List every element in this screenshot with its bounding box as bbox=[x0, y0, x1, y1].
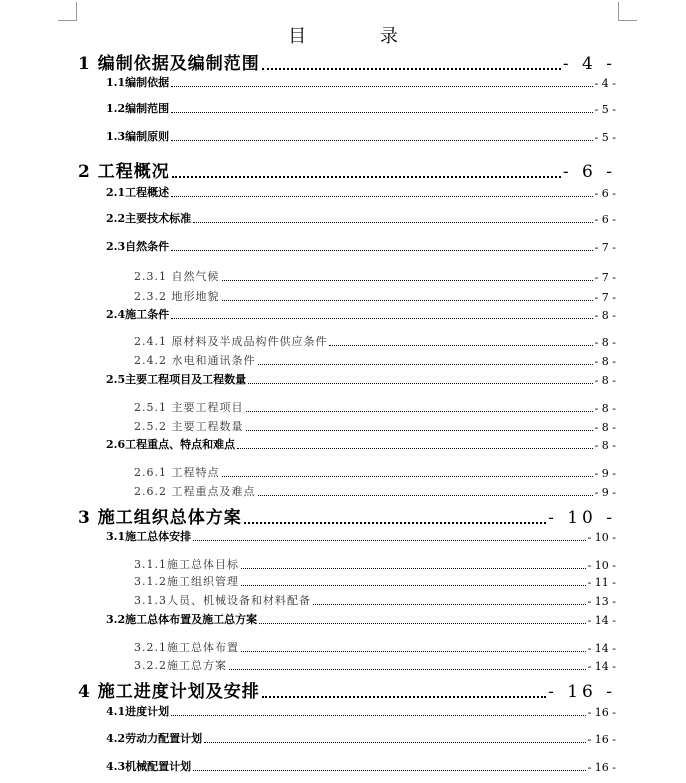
toc-dot-leader bbox=[237, 447, 592, 449]
toc-dot-leader bbox=[262, 67, 561, 70]
toc-entry-page-number: - 11 - bbox=[587, 576, 616, 589]
toc-entry-label: 1.2编制范围 bbox=[106, 102, 170, 115]
toc-entry-label: 4.1进度计划 bbox=[106, 705, 170, 718]
toc-entry-page-number: - 14 - bbox=[587, 642, 616, 655]
toc-entry[interactable] bbox=[134, 464, 616, 480]
toc-dot-leader bbox=[171, 195, 592, 197]
toc-dot-leader bbox=[246, 429, 593, 431]
toc-entry[interactable] bbox=[106, 703, 616, 719]
toc-entry-page-number: - 10 - bbox=[587, 531, 616, 544]
toc-dot-leader bbox=[329, 344, 592, 346]
toc-dot-leader bbox=[171, 85, 592, 87]
toc-dot-leader bbox=[171, 249, 592, 251]
toc-dot-leader bbox=[193, 769, 585, 771]
toc-entry[interactable] bbox=[134, 556, 616, 572]
toc-entry[interactable] bbox=[106, 371, 616, 387]
toc-entry-label: 2.6工程重点、特点和难点 bbox=[106, 438, 236, 451]
toc-entry-label: 4.2劳动力配置计划 bbox=[106, 732, 203, 745]
toc-dot-leader bbox=[171, 111, 592, 113]
toc-entry-label: 2.5.1 主要工程项目 bbox=[134, 401, 244, 414]
toc-entry[interactable] bbox=[78, 52, 616, 74]
toc-dot-leader bbox=[241, 567, 586, 569]
toc-dot-leader bbox=[258, 494, 593, 496]
toc-entry-page-number: - 7 - bbox=[594, 271, 616, 284]
toc-entry[interactable] bbox=[106, 210, 616, 226]
toc-dot-leader bbox=[246, 410, 593, 412]
toc-entry-label: 2.4施工条件 bbox=[106, 308, 170, 321]
toc-dot-leader bbox=[222, 475, 593, 477]
toc-entry-page-number: - 4 - bbox=[594, 77, 616, 90]
toc-entry[interactable] bbox=[106, 758, 616, 774]
toc-entry[interactable] bbox=[134, 483, 616, 499]
toc-entry[interactable] bbox=[134, 418, 616, 434]
toc-entry-page-number: - 5 - bbox=[594, 131, 616, 144]
toc-entry-page-number: - 6 - bbox=[594, 187, 616, 200]
toc-entry-page-number: - 8 - bbox=[594, 439, 616, 452]
toc-dot-leader bbox=[222, 279, 593, 281]
toc-entry-label: 3.1.3人员、机械设备和材料配备 bbox=[134, 594, 311, 607]
toc-entry[interactable] bbox=[134, 268, 616, 284]
toc-entry-page-number: - 5 - bbox=[594, 103, 616, 116]
toc-entry-page-number: - 8 - bbox=[594, 402, 616, 415]
toc-entry[interactable] bbox=[106, 436, 616, 452]
toc-entry-page-number: - 6 - bbox=[594, 213, 616, 226]
toc-entry-page-number: - 13 - bbox=[587, 595, 616, 608]
toc-entry[interactable] bbox=[78, 160, 616, 182]
toc-entry-page-number: - 6 - bbox=[562, 162, 616, 182]
toc-dot-leader bbox=[262, 695, 546, 698]
toc-entry-label: 2.6.2 工程重点及难点 bbox=[134, 485, 256, 498]
toc-entry-label: 2.5.2 主要工程数量 bbox=[134, 420, 244, 433]
toc-entry-page-number: - 8 - bbox=[594, 336, 616, 349]
toc-entry-label: 2 工程概况 bbox=[78, 162, 170, 182]
toc-dot-leader bbox=[241, 584, 586, 586]
toc-dot-leader bbox=[222, 299, 593, 301]
toc-entry-page-number: - 16 - bbox=[587, 733, 616, 746]
toc-entry-label: 2.4.2 水电和通讯条件 bbox=[134, 354, 256, 367]
toc-entry-page-number: - 8 - bbox=[594, 355, 616, 368]
toc-entry[interactable] bbox=[134, 639, 616, 655]
toc-entry-label: 1.3编制原则 bbox=[106, 130, 170, 143]
toc-entry-label: 2.3.1 自然气候 bbox=[134, 270, 220, 283]
toc-entry[interactable] bbox=[134, 399, 616, 415]
toc-dot-leader bbox=[248, 382, 592, 384]
toc-dot-leader bbox=[229, 668, 586, 670]
toc-entry[interactable] bbox=[134, 592, 616, 608]
toc-entry-page-number: - 9 - bbox=[594, 486, 616, 499]
toc-entry-page-number: - 7 - bbox=[594, 291, 616, 304]
toc-entry[interactable] bbox=[106, 611, 616, 627]
toc-entry[interactable] bbox=[106, 184, 616, 200]
toc-entry[interactable] bbox=[106, 74, 616, 90]
toc-entry-label: 1.1编制依据 bbox=[106, 76, 170, 89]
toc-dot-leader bbox=[313, 603, 586, 605]
toc-entry-page-number: - 10 - bbox=[548, 508, 616, 528]
toc-entry[interactable] bbox=[106, 306, 616, 322]
toc-entry-page-number: - 4 - bbox=[562, 54, 616, 74]
page-title: 目 录 bbox=[288, 26, 432, 47]
toc-entry[interactable] bbox=[106, 238, 616, 254]
toc-entry-label: 2.3自然条件 bbox=[106, 240, 170, 253]
toc-entry-label: 3.1施工总体安排 bbox=[106, 530, 192, 543]
toc-entry[interactable] bbox=[106, 730, 616, 746]
toc-entry-page-number: - 16 - bbox=[587, 761, 616, 774]
toc-entry-page-number: - 14 - bbox=[587, 660, 616, 673]
toc-dot-leader bbox=[241, 650, 586, 652]
toc-entry[interactable] bbox=[134, 573, 616, 589]
toc-dot-leader bbox=[244, 521, 546, 524]
toc-entry-page-number: - 10 - bbox=[587, 559, 616, 572]
toc-entry-label: 3.1.1施工总体目标 bbox=[134, 558, 239, 571]
toc-entry-page-number: - 16 - bbox=[587, 706, 616, 719]
toc-entry-page-number: - 9 - bbox=[594, 467, 616, 480]
toc-entry-label: 3 施工组织总体方案 bbox=[78, 508, 242, 528]
toc-entry-page-number: - 7 - bbox=[594, 241, 616, 254]
toc-dot-leader bbox=[193, 539, 585, 541]
toc-dot-leader bbox=[172, 175, 561, 178]
toc-entry-label: 3.1.2施工组织管理 bbox=[134, 575, 239, 588]
toc-dot-leader bbox=[171, 317, 592, 319]
toc-entry-label: 1 编制依据及编制范围 bbox=[78, 54, 260, 74]
toc-entry-page-number: - 8 - bbox=[594, 421, 616, 434]
toc-entry-label: 3.2.1施工总体布置 bbox=[134, 641, 239, 654]
toc-entry-label: 2.6.1 工程特点 bbox=[134, 466, 220, 479]
toc-entry[interactable] bbox=[106, 100, 616, 116]
toc-dot-leader bbox=[193, 221, 592, 223]
toc-entry[interactable] bbox=[134, 352, 616, 368]
toc-entry-page-number: - 16 - bbox=[548, 682, 616, 702]
toc-entry-label: 2.4.1 原材料及半成品构件供应条件 bbox=[134, 335, 328, 348]
toc-dot-leader bbox=[259, 622, 585, 624]
toc-entry-label: 2.3.2 地形地貌 bbox=[134, 290, 220, 303]
toc-entry-label: 3.2.2施工总方案 bbox=[134, 659, 227, 672]
toc-entry[interactable] bbox=[106, 128, 616, 144]
toc-entry-label: 4.3机械配置计划 bbox=[106, 760, 192, 773]
toc-dot-leader bbox=[171, 714, 585, 716]
toc-entry[interactable] bbox=[106, 528, 616, 544]
toc-dot-leader bbox=[204, 741, 585, 743]
toc-entry[interactable] bbox=[134, 657, 616, 673]
toc-entry-label: 3.2施工总体布置及施工总方案 bbox=[106, 613, 258, 626]
toc-entry-page-number: - 8 - bbox=[594, 374, 616, 387]
toc-dot-leader bbox=[258, 363, 593, 365]
toc-entry[interactable] bbox=[134, 333, 616, 349]
toc-entry-page-number: - 14 - bbox=[587, 614, 616, 627]
toc-entry[interactable] bbox=[134, 288, 616, 304]
toc-entry-label: 2.1工程概述 bbox=[106, 186, 170, 199]
toc-entry-label: 2.5主要工程项目及工程数量 bbox=[106, 373, 247, 386]
toc-entry-label: 2.2主要技术标准 bbox=[106, 212, 192, 225]
toc-entry-page-number: - 8 - bbox=[594, 309, 616, 322]
toc-entry[interactable] bbox=[78, 506, 616, 528]
toc-entry-label: 4 施工进度计划及安排 bbox=[78, 682, 260, 702]
toc-entry[interactable] bbox=[78, 680, 616, 702]
toc-dot-leader bbox=[171, 139, 592, 141]
